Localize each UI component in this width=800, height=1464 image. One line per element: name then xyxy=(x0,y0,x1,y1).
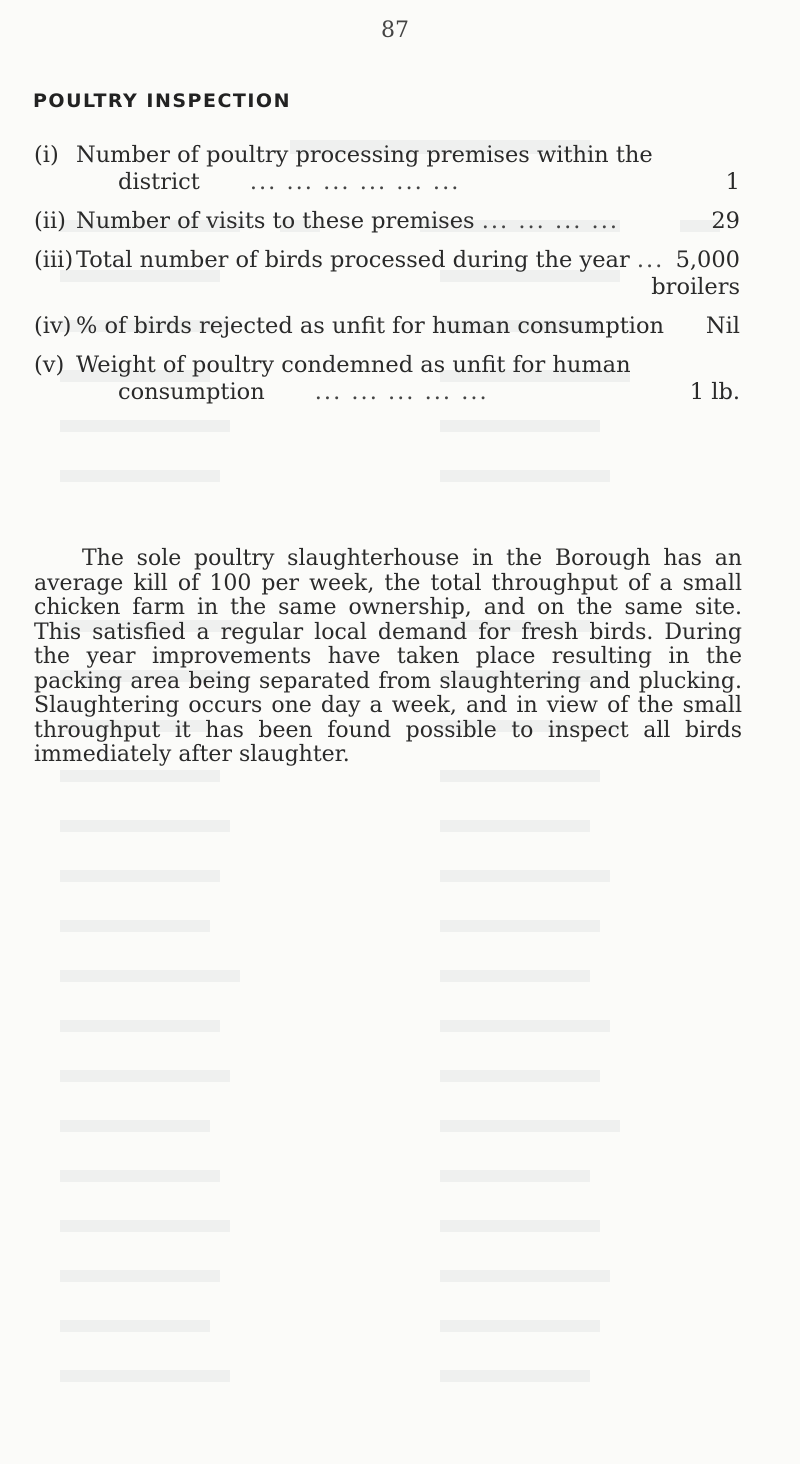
dot-leader: ... ... ... ... ... ... xyxy=(249,169,461,195)
stat-label-continued xyxy=(76,379,740,406)
dot-leader: ... ... ... ... xyxy=(481,208,620,234)
stat-label: % of birds rejected as unfit for human consumption xyxy=(76,313,665,339)
stat-value-unit: broilers xyxy=(651,274,740,300)
stat-value xyxy=(711,208,740,235)
stat-label-spacer xyxy=(76,274,740,301)
stat-row xyxy=(34,247,740,301)
stat-value-text: Nil xyxy=(705,313,740,339)
stat-number: (i) xyxy=(34,142,59,168)
stat-value xyxy=(690,379,740,406)
section-heading: POULTRY INSPECTION xyxy=(33,90,291,112)
stat-row xyxy=(34,313,740,340)
stat-body xyxy=(76,247,740,301)
stat-number: (ii) xyxy=(34,208,66,234)
body-paragraph: The sole poultry slaughterhouse in the Borough has an average kill of 100 per week, the total throughput of a small chicken farm in the same ownership, and on the same site. This satisfied a regular local demand for fresh birds. During the year improvements have taken place resulting in the packing area being separated from slaughtering and plucking. Slaughtering occurs one day a week, and in view of the small throughput it has been found possible to inspect all birds immediately after slaughter. xyxy=(34,546,742,767)
stat-value-text: 5,000 xyxy=(675,247,740,273)
dot-leader: ... ... ... ... ... xyxy=(314,379,489,405)
stat-body xyxy=(76,208,740,235)
inspection-statistics xyxy=(34,142,740,418)
stat-number: (iii) xyxy=(34,247,74,273)
stat-row xyxy=(34,352,740,406)
stat-number: (iv) xyxy=(34,313,72,339)
stat-value xyxy=(726,169,740,196)
stat-value xyxy=(706,313,740,340)
stat-label-line xyxy=(76,247,740,274)
stat-label-text: district xyxy=(118,169,200,195)
stat-label: Total number of birds processed during the year xyxy=(76,247,630,273)
stat-row xyxy=(34,142,740,196)
stat-body xyxy=(76,313,740,340)
stat-label: Weight of poultry condemned as unfit for human xyxy=(76,352,631,378)
stat-value-text: 1 xyxy=(725,169,740,195)
stat-label-continued xyxy=(76,169,740,196)
stat-value-text: 1 lb. xyxy=(689,379,740,405)
stat-body xyxy=(76,142,740,196)
stat-value-text: 29 xyxy=(711,208,740,234)
page-number: 87 xyxy=(381,18,409,43)
stat-label-text: consumption xyxy=(118,379,265,405)
stat-label-line xyxy=(76,208,740,235)
dot-leader: ... xyxy=(636,247,665,273)
stat-row xyxy=(34,208,740,235)
stat-value xyxy=(651,247,740,301)
stat-number: (v) xyxy=(34,352,65,378)
stat-body xyxy=(76,352,740,406)
stat-label: Number of poultry processing premises within the xyxy=(76,142,653,168)
stat-label: Number of visits to these premises xyxy=(76,208,475,234)
